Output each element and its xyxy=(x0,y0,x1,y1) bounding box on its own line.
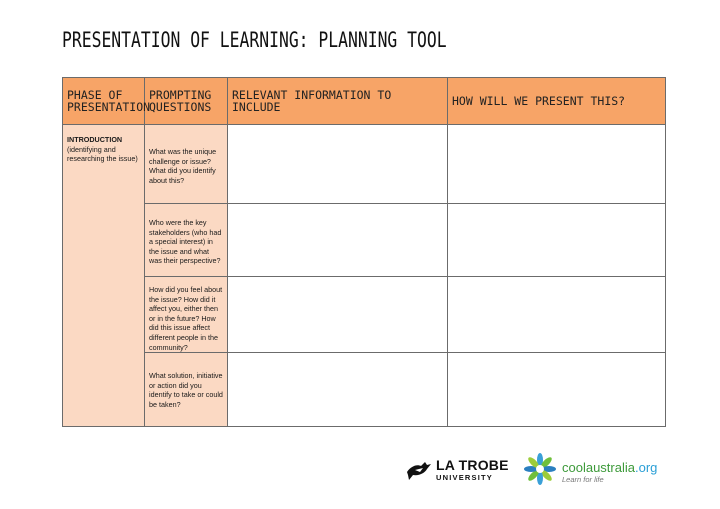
relevant-info-cell[interactable] xyxy=(228,353,448,427)
phase-description: (identifying and researching the issue) xyxy=(67,144,138,163)
question-cell: Who were the key stakeholders (who had a special interest) in the issue and what was their perspective? xyxy=(145,204,228,277)
coolaustralia-burst-icon xyxy=(523,452,557,486)
latrobe-name: LA TROBE xyxy=(436,457,509,473)
table-row xyxy=(63,277,666,353)
coolaustralia-tagline: Learn for life xyxy=(562,475,604,484)
header-how-present: HOW WILL WE PRESENT THIS? xyxy=(448,78,666,125)
page-title: PRESENTATION OF LEARNING: PLANNING TOOL xyxy=(62,28,447,52)
coolaustralia-logo xyxy=(523,450,673,490)
table-row xyxy=(63,353,666,427)
header-prompting-questions: PROMPTING QUESTIONS xyxy=(145,78,228,125)
presentation-method-cell[interactable] xyxy=(448,277,666,353)
phase-cell xyxy=(63,125,145,427)
question-cell: What solution, initiative or action did you identify to take or could be taken? xyxy=(145,353,228,427)
table-header-row xyxy=(63,78,666,125)
relevant-info-cell[interactable] xyxy=(228,277,448,353)
latrobe-sub: UNIVERSITY xyxy=(436,473,494,482)
table-row xyxy=(63,204,666,277)
relevant-info-cell[interactable] xyxy=(228,204,448,277)
question-cell: How did you feel about the issue? How did it affect you, either then or in the future? How did this issue affect different people in the community? xyxy=(145,277,228,353)
header-relevant-information: RELEVANT INFORMATION TO INCLUDE xyxy=(228,78,448,125)
planning-table xyxy=(62,77,666,427)
latrobe-logo xyxy=(405,456,510,484)
question-cell: What was the unique challenge or issue? What did you identify about this? xyxy=(145,125,228,204)
presentation-method-cell[interactable] xyxy=(448,125,666,204)
header-phase: PHASE OF PRESENTATION xyxy=(63,78,145,125)
table-row xyxy=(63,125,666,204)
coolaustralia-name: coolaustralia.org xyxy=(562,460,658,475)
relevant-info-cell[interactable] xyxy=(228,125,448,204)
latrobe-bird-icon xyxy=(405,458,433,482)
footer-logos xyxy=(405,450,675,490)
presentation-method-cell[interactable] xyxy=(448,353,666,427)
presentation-method-cell[interactable] xyxy=(448,204,666,277)
phase-name: INTRODUCTION xyxy=(67,135,123,144)
